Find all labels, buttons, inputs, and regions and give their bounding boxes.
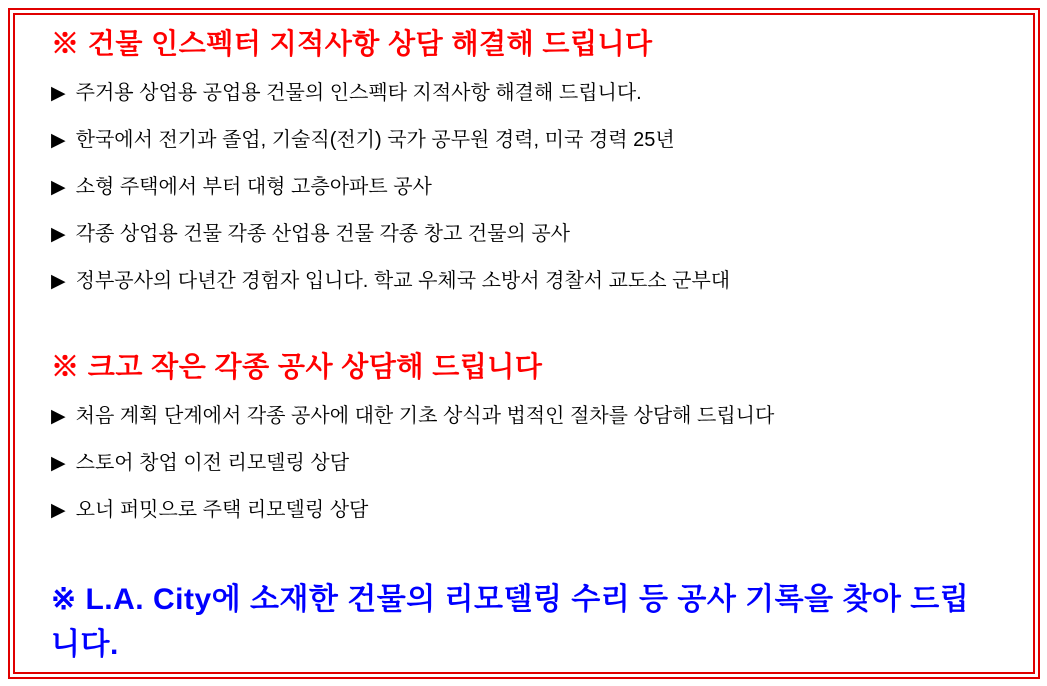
flyer-content xyxy=(15,15,1033,667)
section-la-city-records xyxy=(51,577,993,667)
list-item xyxy=(51,175,993,200)
list-item xyxy=(51,81,993,106)
list-item xyxy=(51,451,993,476)
triangle-bullet-icon: ▶ xyxy=(51,406,66,427)
bullet-list xyxy=(51,81,993,294)
triangle-bullet-icon: ▶ xyxy=(51,271,66,292)
section-heading: ※ 크고 작은 각종 공사 상담해 드립니다 xyxy=(51,351,543,382)
triangle-bullet-icon: ▶ xyxy=(51,177,66,198)
section-construction-consulting xyxy=(51,350,993,523)
list-item-text: 정부공사의 다년간 경험자 입니다. 학교 우체국 소방서 경찰서 교도소 군부대 xyxy=(75,270,731,292)
list-item-text: 오너 퍼밋으로 주택 리모델링 상담 xyxy=(75,499,369,521)
section-heading: ※ L.A. City에 소재한 건물의 리모델링 수리 등 공사 기록을 찾아 드립니다. xyxy=(51,583,970,661)
list-item-text: 각종 상업용 건물 각종 산업용 건물 각종 창고 건물의 공사 xyxy=(75,223,570,245)
triangle-bullet-icon: ▶ xyxy=(51,224,66,245)
list-item xyxy=(51,128,993,153)
list-item-text: 한국에서 전기과 졸업, 기술직(전기) 국가 공무원 경력, 미국 경력 25년 xyxy=(75,129,675,151)
list-item xyxy=(51,269,993,294)
triangle-bullet-icon: ▶ xyxy=(51,500,66,521)
triangle-bullet-icon: ▶ xyxy=(51,83,66,104)
inner-red-border xyxy=(13,13,1035,674)
list-item xyxy=(51,498,993,523)
outer-red-border xyxy=(8,8,1040,679)
list-item-text: 주거용 상업용 공업용 건물의 인스펙타 지적사항 해결해 드립니다. xyxy=(75,82,642,104)
list-item xyxy=(51,404,993,429)
list-item xyxy=(51,222,993,247)
list-item-text: 스토어 창업 이전 리모델링 상담 xyxy=(75,452,350,474)
list-item-text: 처음 계획 단계에서 각종 공사에 대한 기초 상식과 법적인 절차를 상담해 드립니다 xyxy=(75,405,775,427)
section-inspector-consulting xyxy=(51,27,993,294)
bullet-list xyxy=(51,404,993,523)
list-item-text: 소형 주택에서 부터 대형 고층아파트 공사 xyxy=(75,176,432,198)
triangle-bullet-icon: ▶ xyxy=(51,130,66,151)
section-heading: ※ 건물 인스펙터 지적사항 상담 해결해 드립니다 xyxy=(51,28,653,59)
triangle-bullet-icon: ▶ xyxy=(51,453,66,474)
